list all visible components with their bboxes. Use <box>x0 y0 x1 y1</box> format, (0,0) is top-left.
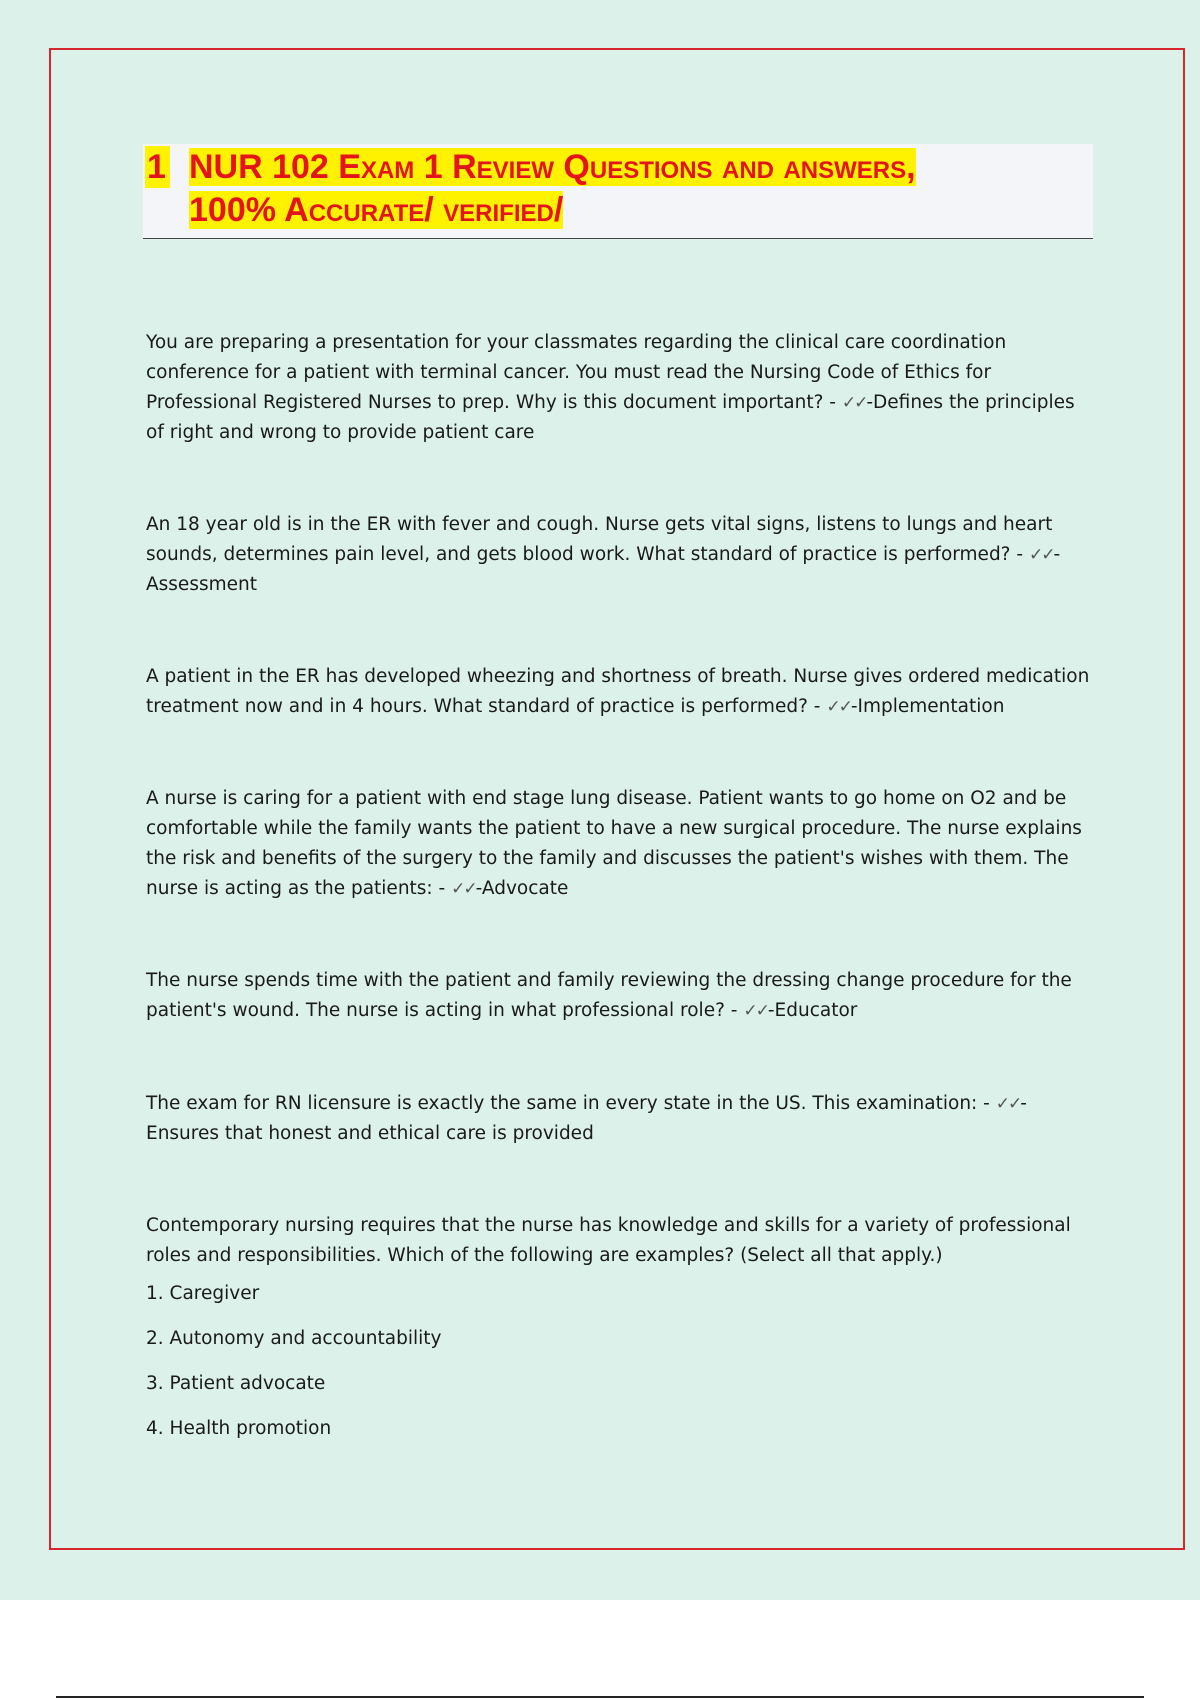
qa-item <box>146 510 1096 600</box>
heading-number: 1 <box>145 146 170 188</box>
option-item: 4. Health promotion <box>146 1418 332 1439</box>
footer-divider <box>56 1696 1144 1698</box>
page-title <box>189 146 1089 232</box>
option-item: 2. Autonomy and accountability <box>146 1328 442 1349</box>
question-text: A patient in the ER has developed wheezing and shortness of breath. Nurse gives ordered medication treatment now and in 4 hours. What standard of practice is performed? - <box>146 666 1090 717</box>
qa-item <box>146 966 1096 1026</box>
question-text: The exam for RN licensure is exactly the same in every state in the US. This examination: - <box>146 1093 990 1114</box>
question-text: The nurse spends time with the patient and family reviewing the dressing change procedure for the patient's wound. The nurse is acting in what professional role? - <box>146 970 1072 1021</box>
qa-item <box>146 1089 1096 1149</box>
question-text: An 18 year old is in the ER with fever and cough. Nurse gets vital signs, listens to lungs and heart sounds, determines pain level, and gets blood work. What standard of practice is performed? - <box>146 514 1053 565</box>
page-title-line-2: 100% Accurate/ verified/ <box>189 191 564 229</box>
double-check-icon: ✓✓ <box>841 393 867 413</box>
double-check-icon: ✓✓ <box>1028 545 1054 565</box>
qa-item <box>146 662 1096 722</box>
answer-text: -Advocate <box>475 878 569 899</box>
answer-text: -Educator <box>767 1000 858 1021</box>
answer-text: -Implementation <box>850 696 1005 717</box>
double-check-icon: ✓✓ <box>451 879 476 899</box>
qa-item <box>146 328 1096 448</box>
qa-item <box>146 784 1096 904</box>
question-text: A nurse is caring for a patient with end stage lung disease. Patient wants to go home on O2 and be comfortable while the family wants the patient to have a new surgical procedure. The nurse explains the risk and benefits of the surgery to the family and discusses the patient's wishes with them. The nurse is acting as the patients: - <box>146 788 1082 899</box>
option-item: 1. Caregiver <box>146 1283 260 1304</box>
question-select-all: Contemporary nursing requires that the nurse has knowledge and skills for a variety of professional roles and responsibilities. Which of the following are examples? (Select all that apply.) <box>146 1215 1071 1266</box>
double-check-icon: ✓✓ <box>743 1001 768 1021</box>
answer-text: -Ensures that honest and ethical care is provided <box>146 1093 1027 1144</box>
double-check-icon: ✓✓ <box>826 697 851 717</box>
double-check-icon: ✓✓ <box>995 1094 1021 1114</box>
option-item: 3. Patient advocate <box>146 1373 326 1394</box>
page-title-line-1: NUR 102 Exam 1 Review Questions and answers, <box>189 148 916 186</box>
answer-text: -Assessment <box>146 544 1061 595</box>
question-text: You are preparing a presentation for your classmates regarding the clinical care coordination conference for a patient with terminal cancer. You must read the Nursing Code of Ethics for Professional Registered Nurses to prep. Why is this document important? - <box>146 332 1007 413</box>
answer-text: -Defines the principles of right and wrong to provide patient care <box>146 392 1075 443</box>
document-content <box>146 328 1096 1459</box>
